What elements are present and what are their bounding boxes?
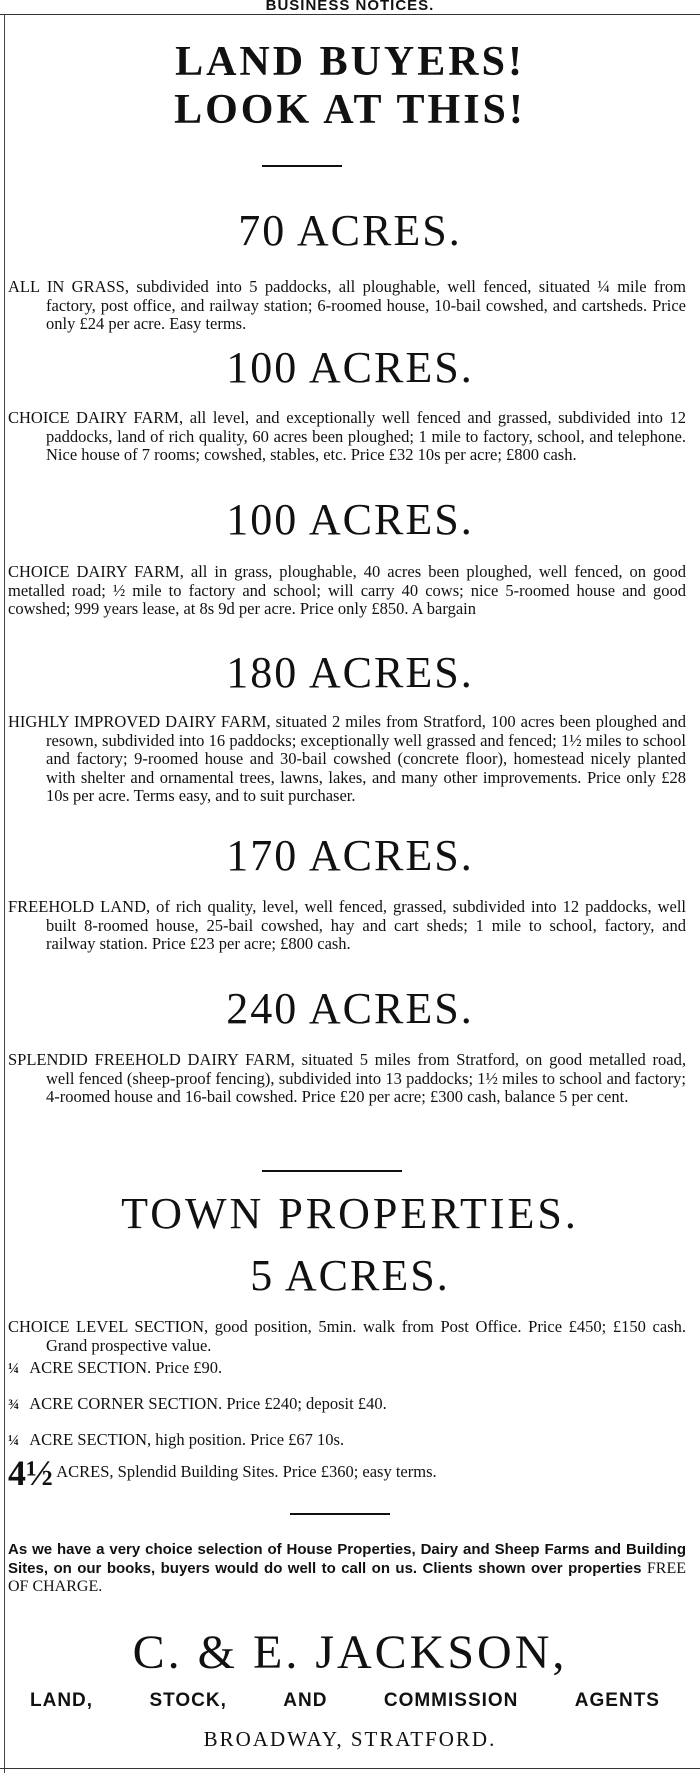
- firm-address: BROADWAY, STRATFORD.: [203, 1727, 497, 1751]
- headline-line-2: LOOK AT THIS!: [174, 87, 526, 133]
- town-item: [8, 1453, 686, 1494]
- agents-word: AND: [283, 1690, 328, 1711]
- town-heading: 5 ACRES.: [250, 1251, 450, 1300]
- fraction: ¼: [8, 1433, 20, 1449]
- contact-notice: [8, 1541, 686, 1597]
- fraction: ¾: [8, 1397, 20, 1413]
- divider: [262, 1170, 402, 1172]
- agents-word: COMMISSION: [383, 1690, 519, 1711]
- town-item: [8, 1430, 686, 1451]
- top-rule: [0, 14, 700, 15]
- notice-text: As we have a very choice selection of House Properties, Dairy and Sheep Farms and Building Sites, on our books, buyers would do well to call on us. Clients shown over properties: [8, 1541, 686, 1577]
- fraction: ¼: [8, 1361, 20, 1377]
- agents-line: [30, 1690, 660, 1712]
- town-item-text: ACRE SECTION. Price £90.: [29, 1358, 223, 1377]
- listing-text: CHOICE DAIRY FARM, all in grass, ploughable, 40 acres been ploughed, well fenced, on good metalled road; ½ mile to factory and school; will carry 40 cows; nice 5-roomed house and good cowshed; 999 years lease, at 8s 9d per acre. Price only £850. A bargain: [8, 562, 686, 618]
- bottom-rule: [0, 1768, 700, 1769]
- town-item-text: ACRE SECTION, high position. Price £67 10s.: [29, 1430, 345, 1449]
- listing-heading: 240 ACRES.: [226, 984, 474, 1033]
- column-rule: [4, 14, 5, 1773]
- listing-text: ALL IN GRASS, subdivided into 5 paddocks, all ploughable, well fenced, situated ¼ mile from factory, post office, and railway station; 6-roomed house, 10-bail cowshed, and cartsheds. Price only £24 per acre. Easy terms.: [8, 277, 686, 333]
- section-header: BUSINESS NOTICES.: [265, 0, 435, 14]
- agents-word: STOCK,: [149, 1690, 227, 1711]
- town-item-text: ACRES, Splendid Building Sites. Price £360; easy terms.: [56, 1462, 437, 1481]
- agents-word: LAND,: [30, 1690, 94, 1711]
- listing-heading: 100 ACRES.: [226, 343, 474, 392]
- listing-heading: 100 ACRES.: [226, 495, 474, 544]
- fraction: 4½: [8, 1453, 53, 1494]
- divider: [290, 1513, 390, 1515]
- town-item: [8, 1394, 686, 1415]
- listing-text: HIGHLY IMPROVED DAIRY FARM, situated 2 miles from Stratford, 100 acres been ploughed and resown, subdivided into 16 paddocks; exceptionally well grassed and fenced; 1½ miles to school and factory; 9-roomed house and 30-bail cowshed (concrete floor), homestead nicely planted with shelter and ornamental trees, lawns, lakes, and many other improvements. Price only £28 10s per acre. Terms easy, and to suit purchaser.: [8, 712, 686, 805]
- listing-text: FREEHOLD LAND, of rich quality, level, well fenced, grassed, subdivided into 12 paddocks, well built 8-roomed house, 25-bail cowshed, hay and cart sheds; 1 mile to school, factory, and railway station. Price £23 per acre; £800 cash.: [8, 897, 686, 953]
- listing-heading: 180 ACRES.: [226, 648, 474, 697]
- listing-heading: 70 ACRES.: [238, 206, 462, 255]
- listing-text: CHOICE DAIRY FARM, all level, and exceptionally well fenced and grassed, subdivided into 12 paddocks, land of rich quality, 60 acres been ploughed; 1 mile to factory, school, and telephone. Nice house of 7 rooms; cowshed, stables, etc. Price £32 10s per acre; £800 cash.: [8, 408, 686, 464]
- divider: [262, 165, 342, 167]
- headline-line-1: LAND BUYERS!: [175, 39, 525, 85]
- listing-text: SPLENDID FREEHOLD DAIRY FARM, situated 5 miles from Stratford, on good metalled road, well fenced (sheep-proof fencing), subdivided into 13 paddocks; 1½ miles to school and factory; 4-roomed house and 16-bail cowshed. Price £20 per acre; £300 cash, balance 5 per cent.: [8, 1050, 686, 1106]
- listing-heading: 170 ACRES.: [226, 831, 474, 880]
- town-item: [8, 1358, 686, 1379]
- town-title: TOWN PROPERTIES.: [121, 1189, 579, 1238]
- free-of-charge: FREE OF CHARGE.: [8, 1559, 686, 1595]
- agents-word: AGENTS: [574, 1690, 660, 1711]
- town-text: CHOICE LEVEL SECTION, good position, 5min. walk from Post Office. Price £450; £150 cash. Grand prospective value.: [8, 1317, 686, 1355]
- town-item-text: ACRE CORNER SECTION. Price £240; deposit £40.: [29, 1394, 387, 1413]
- firm-name: C. & E. JACKSON,: [132, 1626, 568, 1679]
